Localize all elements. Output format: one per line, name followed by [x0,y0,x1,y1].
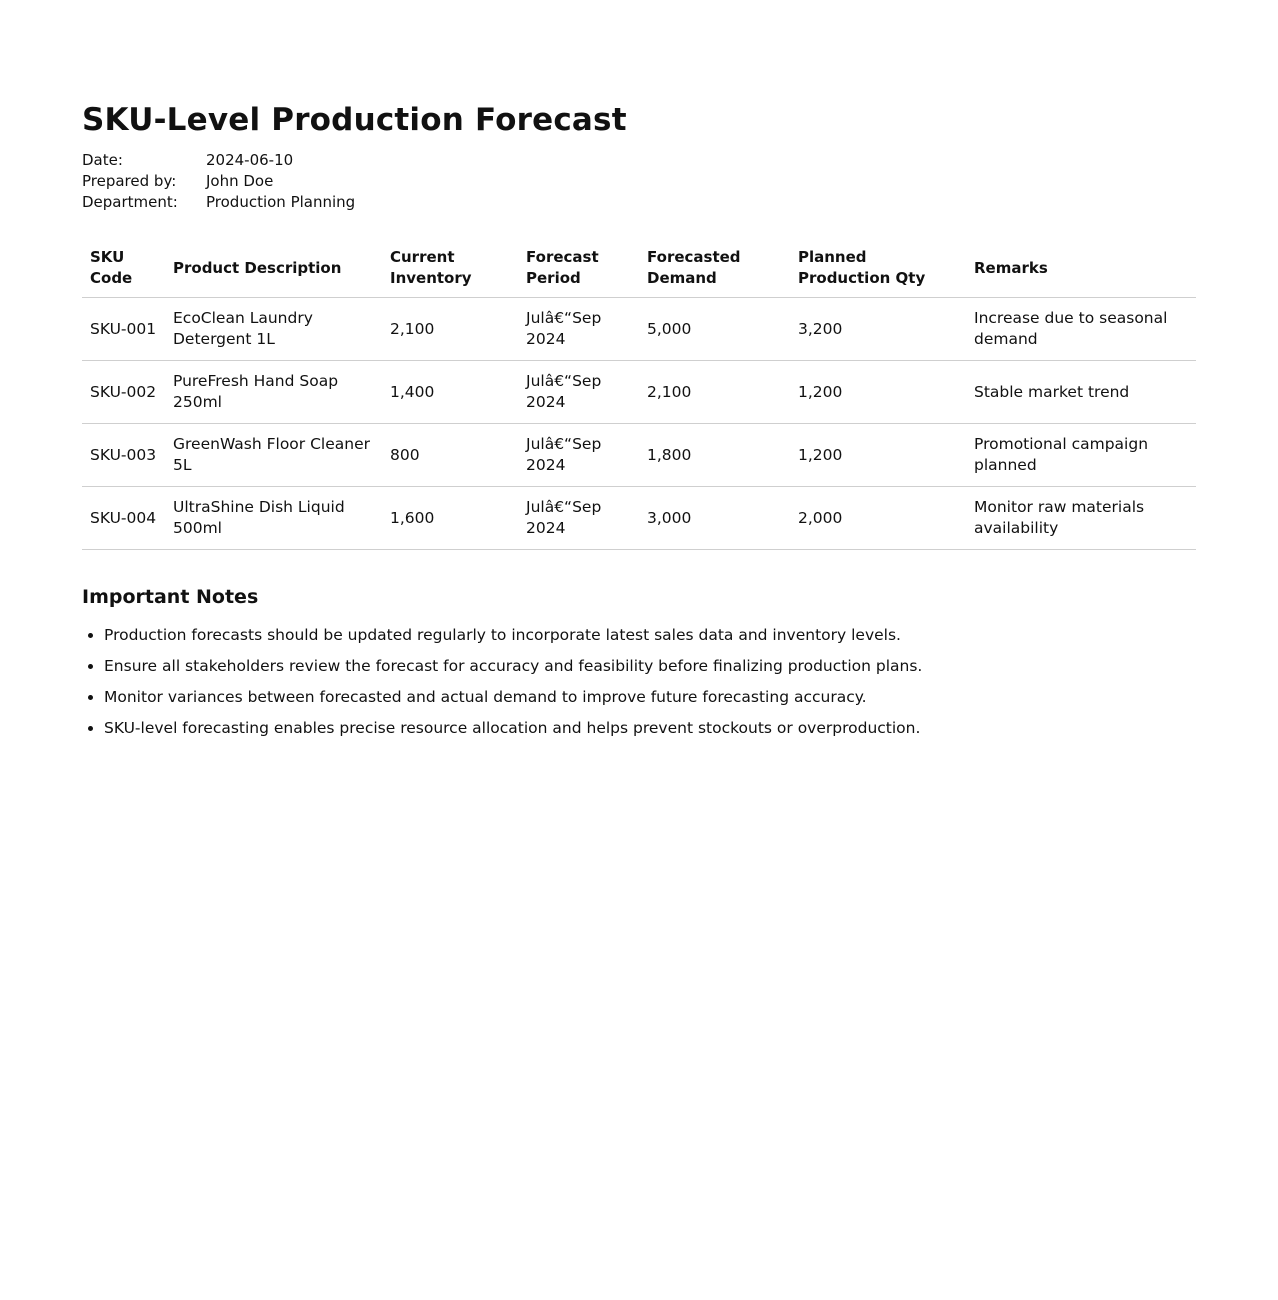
table-cell: 1,200 [790,361,966,424]
column-header: Forecast Period [518,239,639,298]
table-cell: SKU-001 [82,298,165,361]
table-cell: 2,000 [790,487,966,550]
table-cell: Monitor raw materials availability [966,487,1196,550]
table-cell: 3,200 [790,298,966,361]
meta-row-date [82,150,1196,171]
table-cell: Promotional campaign planned [966,424,1196,487]
meta-value: 2024-06-10 [206,151,294,169]
table-cell: 1,800 [639,424,790,487]
meta-row-prepared-by [82,171,1196,192]
table-cell: Julâ€“Sep 2024 [518,487,639,550]
meta-label: Prepared by: [82,172,177,190]
table-cell: Stable market trend [966,361,1196,424]
column-header: Remarks [966,239,1196,298]
column-header: Product Description [165,239,382,298]
table-cell: SKU-004 [82,487,165,550]
table-cell: 1,200 [790,424,966,487]
table-cell: Julâ€“Sep 2024 [518,361,639,424]
column-header: Planned Production Qty [790,239,966,298]
table-cell: SKU-002 [82,361,165,424]
table-cell: UltraShine Dish Liquid 500ml [165,487,382,550]
table-cell: Julâ€“Sep 2024 [518,298,639,361]
notes-list [82,625,1196,739]
column-header: Current Inventory [382,239,518,298]
meta-label: Date: [82,151,123,169]
list-item: • Ensure all stakeholders review the forecast for accuracy and feasibility before finalizing production plans. [104,656,1196,677]
table-cell: EcoClean Laundry Detergent 1L [165,298,382,361]
table-cell: 5,000 [639,298,790,361]
table-cell: 1,400 [382,361,518,424]
document [82,100,1196,749]
table-header-row [82,239,1196,298]
table-cell: PureFresh Hand Soap 250ml [165,361,382,424]
table-row [82,361,1196,424]
table-row [82,424,1196,487]
table-cell: 1,600 [382,487,518,550]
meta-row-department [82,192,1196,213]
list-item: • Production forecasts should be updated regularly to incorporate latest sales data and inventory levels. [104,625,1196,646]
column-header: Forecasted Demand [639,239,790,298]
document-meta [82,150,1196,213]
table-cell: SKU-003 [82,424,165,487]
table-cell: Increase due to seasonal demand [966,298,1196,361]
meta-label: Department: [82,193,178,211]
list-item: • SKU-level forecasting enables precise resource allocation and helps prevent stockouts or overproduction. [104,718,1196,739]
table-cell: 3,000 [639,487,790,550]
table-cell: Julâ€“Sep 2024 [518,424,639,487]
notes-heading: Important Notes [82,586,259,608]
meta-value: John Doe [206,172,274,190]
page-title: SKU-Level Production Forecast [82,102,627,138]
table-row [82,487,1196,550]
forecast-table [82,239,1196,550]
column-header: SKU Code [82,239,165,298]
table-cell: 2,100 [639,361,790,424]
table-cell: GreenWash Floor Cleaner 5L [165,424,382,487]
meta-value: Production Planning [206,193,356,211]
list-item: • Monitor variances between forecasted and actual demand to improve future forecasting accuracy. [104,687,1196,708]
table-row [82,298,1196,361]
table-cell: 2,100 [382,298,518,361]
table-cell: 800 [382,424,518,487]
